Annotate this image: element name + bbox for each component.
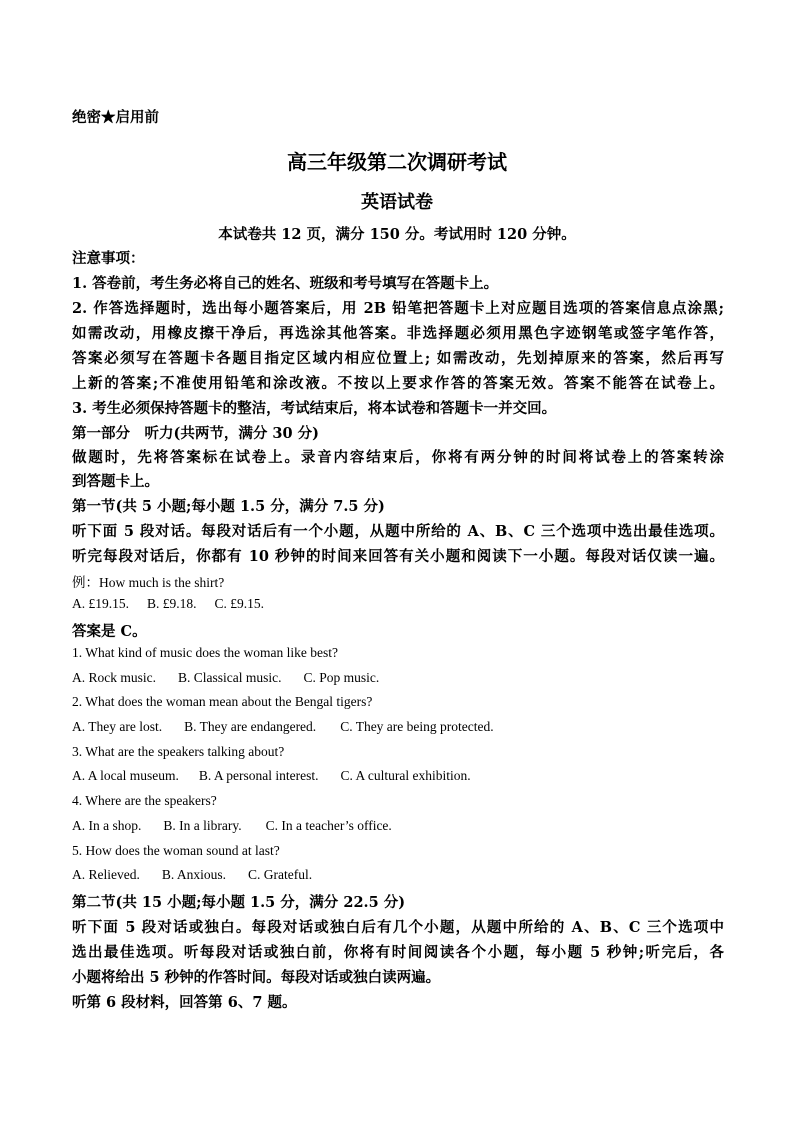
section1-intro: 听下面 5 段对话。每段对话后有一个小题，从题中所给的 A、B、C 三个选项中选出最佳选项。: [72, 523, 724, 540]
option-b: B. They are endangered.: [184, 719, 317, 734]
note-line: 如需改动，用橡皮擦干净后，再选涂其他答案。非选择题必须用黑色字迹钢笔或签字笔作答，: [72, 325, 724, 342]
question-5-options: [72, 867, 724, 883]
question-2-options: [72, 719, 724, 735]
option-a: A. In a shop.: [72, 818, 142, 833]
option-c: C. A cultural exhibition.: [340, 768, 471, 783]
part1-heading: 第一部分 听力(共两节，满分 30 分): [72, 425, 319, 442]
section1-intro: 听完每段对话后，你都有 10 秒钟的时间来回答有关小题和阅读下一小题。每段对话仅读一遍。: [72, 548, 724, 565]
exam-title: 高三年级第二次调研考试: [287, 150, 507, 174]
section2-intro: 小题将给出 5 秒钟的作答时间。每段对话或独白读两遍。: [72, 969, 441, 986]
option-a: A. A local museum.: [72, 768, 179, 783]
example-question: 例：How much is the shirt?: [72, 575, 225, 590]
note-line: 3. 考生必须保持答题卡的整洁，考试结束后，将本试卷和答题卡一并交回。: [72, 400, 557, 417]
section2-intro: 听下面 5 段对话或独白。每段对话或独白后有几个小题，从题中所给的 A、B、C 三个选项中: [72, 919, 724, 936]
question-4-options: [72, 818, 724, 834]
section1-heading: 第一节(共 5 小题;每小题 1.5 分，满分 7.5 分): [72, 498, 385, 515]
question-1: 1. What kind of music does the woman like best?: [72, 645, 338, 660]
option-c: C. Grateful.: [248, 867, 313, 882]
section2-intro: 选出最佳选项。听每段对话或独白前，你将有时间阅读各个小题，每小题 5 秒钟;听完后，各: [72, 944, 724, 961]
note-line: 上新的答案;不准使用铅笔和涂改液。不按以上要求作答的答案无效。答案不能答在试卷上。: [72, 375, 724, 392]
note-line: 2. 作答选择题时，选出每小题答案后，用 2B 铅笔把答题卡上对应题目选项的答案信息点涂黑;: [72, 300, 724, 317]
option-a: A. Relieved.: [72, 867, 140, 882]
example-options: [72, 596, 724, 612]
option-c: C. £9.15.: [214, 596, 265, 611]
option-a: A. Rock music.: [72, 670, 156, 685]
part1-intro: 做题时，先将答案标在试卷上。录音内容结束后，你将有两分钟的时间将试卷上的答案转涂: [72, 449, 724, 466]
question-2: 2. What does the woman mean about the Bengal tigers?: [72, 694, 373, 709]
notes-heading: 注意事项：: [72, 250, 145, 267]
option-b: B. A personal interest.: [198, 768, 319, 783]
option-a: A. They are lost.: [72, 719, 163, 734]
question-5: 5. How does the woman sound at last?: [72, 843, 280, 858]
note-line: 答案必须写在答题卡各题目指定区域内相应位置上; 如需改动，先划掉原来的答案，然后再写: [72, 350, 724, 367]
option-b: B. £9.18.: [147, 596, 197, 611]
part1-intro: 到答题卡上。: [72, 473, 159, 490]
question-1-options: [72, 670, 724, 686]
question-3-options: [72, 768, 724, 784]
option-c: C. They are being protected.: [340, 719, 494, 734]
option-a: A. £19.15.: [72, 596, 129, 611]
exam-info: 本试卷共 12 页，满分 150 分。考试用时 120 分钟。: [218, 226, 576, 243]
option-c: C. In a teacher’s office.: [265, 818, 392, 833]
option-b: B. Classical music.: [178, 670, 282, 685]
subject-title: 英语试卷: [361, 192, 433, 213]
example-answer: 答案是 C。: [72, 623, 147, 640]
confidential-label: 绝密★启用前: [72, 109, 159, 126]
material-instruction: 听第 6 段材料，回答第 6、7 题。: [72, 994, 297, 1011]
option-b: B. Anxious.: [161, 867, 226, 882]
question-3: 3. What are the speakers talking about?: [72, 744, 285, 759]
note-line: 1. 答卷前，考生务必将自己的姓名、班级和考号填写在答题卡上。: [72, 275, 499, 292]
section2-heading: 第二节(共 15 小题;每小题 1.5 分，满分 22.5 分): [72, 894, 406, 911]
option-b: B. In a library.: [163, 818, 242, 833]
question-4: 4. Where are the speakers?: [72, 793, 217, 808]
option-c: C. Pop music.: [303, 670, 380, 685]
